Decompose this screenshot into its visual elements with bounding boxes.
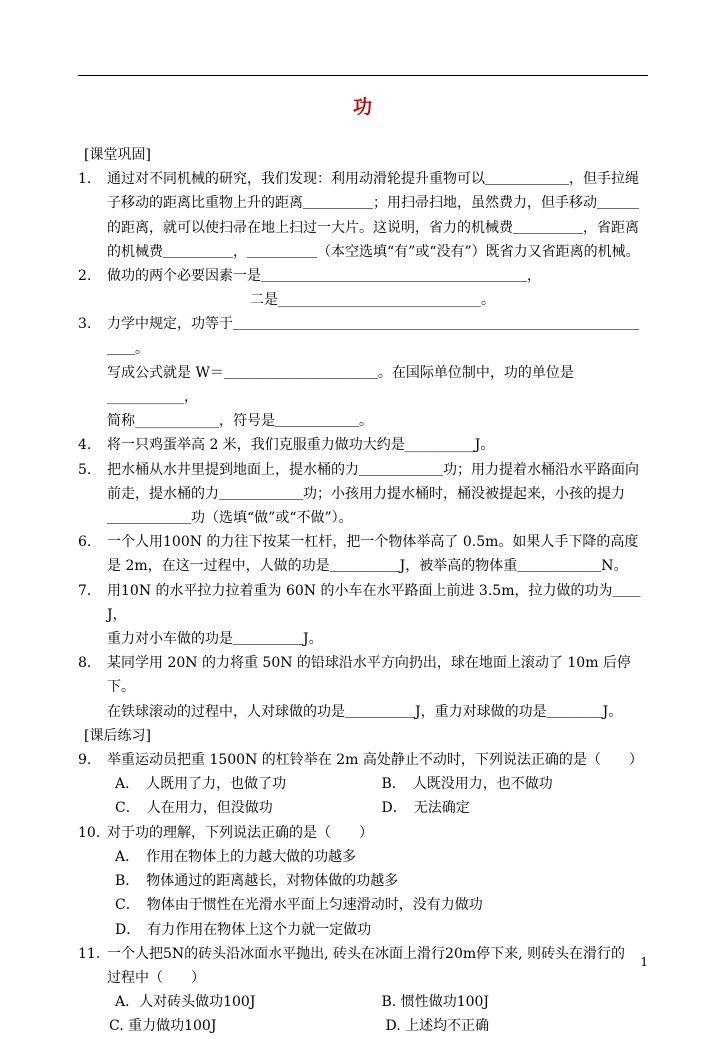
question-text: 写成公式就是 W＝＿＿＿＿＿＿＿＿＿＿＿。在国际单位制中，功的单位是___________， <box>107 364 574 406</box>
question-6 <box>78 530 648 578</box>
options-row <box>107 1014 648 1038</box>
page-number: 1 <box>640 955 648 969</box>
section-heading-homework: [课后练习] <box>84 727 151 744</box>
question-text: 一个人用100N 的力往下按某一杠杆，把一个物体举高了 0.5m。如果人手下降的高度 <box>107 534 639 551</box>
question-text: 一个人把5N的砖头沿冰面水平抛出, 砖头在冰面上滑行20m停下来, 则砖头在滑行的 <box>107 945 626 962</box>
option-b: B． 人既没用力，也不做功 <box>381 776 553 793</box>
question-text: 在铁球滚动的过程中，人对球做的功是＿＿＿＿＿J，重力对球做的功是＿＿＿＿J。 <box>107 703 623 720</box>
question-text: 前走，提水桶的力＿＿＿＿＿＿功；小孩用力提水桶时，桶没被提起来，小孩的提力 <box>107 485 625 502</box>
question-number: 4. <box>78 437 92 454</box>
option-b: B． 物体通过的距离越长，对物体做的功越多 <box>115 873 399 890</box>
question-text: 二是_____________________________。 <box>250 292 495 309</box>
option-a: A．人对砖头做功100J <box>115 994 256 1011</box>
option-b: B. 惯性做功100J <box>381 994 490 1011</box>
option-d: D． 无法确定 <box>381 800 470 817</box>
question-text: 用10N 的水平拉力拉着重为 60N 的小车在水平路面上前进 3.5m，拉力做的功为＿＿J， <box>107 582 641 623</box>
question-text: 的机械费＿＿＿＿＿，＿＿＿＿＿（本空选填“有”或“没有”）既省力又省距离的机械。 <box>107 243 640 260</box>
option-c: C． 物体由于惯性在光滑水平面上匀速滑动时，没有力做功 <box>115 897 483 914</box>
question-10 <box>78 821 648 942</box>
question-number: 8. <box>78 655 92 672</box>
question-text: 简称____________，符号是＿＿＿＿＿＿。 <box>107 413 373 430</box>
question-text: 对于功的理解，下列说法正确的是（ ） <box>107 824 373 841</box>
option-a: A． 人既用了力，也做了功 <box>115 776 287 793</box>
section-heading-classwork: [课堂巩固] <box>84 147 151 163</box>
question-number: 3. <box>78 316 92 333</box>
option-c: C． 人在用力，但没做功 <box>115 800 273 817</box>
question-number: 9. <box>78 752 92 769</box>
question-2 <box>78 264 648 312</box>
question-text: 举重运动员把重 1500N 的杠铃举在 2m 高处静止不动时，下列说法正确的是（ ） <box>107 752 643 769</box>
question-text: 做功的两个必要因素一是＿＿＿＿＿＿＿＿＿＿＿＿＿＿＿＿＿＿＿， <box>107 268 541 285</box>
option-d: D. 上述均不正确 <box>385 1018 490 1035</box>
options-row <box>107 990 648 1014</box>
header-rule <box>78 75 648 76</box>
question-text: 是 2m，在这一过程中，人做的功是＿＿＿＿＿J，被举高的物体重＿＿＿＿＿＿N。 <box>107 558 628 575</box>
question-text: 过程中（ ） <box>107 969 205 986</box>
worksheet-body <box>78 143 648 1039</box>
question-number: 10. <box>78 824 101 841</box>
question-text: 把水桶从水井里提到地面上，提水桶的力＿＿＿＿＿＿功；用力提着水桶沿水平路面向 <box>107 461 639 478</box>
question-text: 通过对不同机械的研究，我们发现：利用动滑轮提升重物可以＿＿＿＿＿＿，但手拉绳 <box>107 171 639 188</box>
options-row <box>107 772 648 796</box>
question-text: 某同学用 20N 的力将重 50N 的铅球沿水平方向扔出，球在地面上滚动了 10m 后停下。 <box>107 655 631 696</box>
question-7 <box>78 579 648 652</box>
option-d: D． 有力作用在物体上这个力就一定做功 <box>115 921 372 938</box>
question-8 <box>78 651 648 724</box>
question-number: 7. <box>78 582 92 599</box>
question-text: 子移动的距离比重物上升的距离＿＿＿＿＿；用扫帚扫地，虽然费力，但手移动＿＿＿ <box>107 195 639 212</box>
question-3 <box>78 312 648 433</box>
question-number: 1. <box>78 171 92 188</box>
question-4 <box>78 433 648 457</box>
option-c: C. 重力做功100J <box>109 1018 217 1035</box>
question-5 <box>78 458 648 531</box>
question-number: 6. <box>78 534 92 551</box>
question-number: 11. <box>78 945 101 962</box>
question-text: 将一只鸡蛋举高 2 米，我们克服重力做功大约是__________J。 <box>107 437 495 454</box>
question-text: 重力对小车做的功是＿＿＿＿＿J。 <box>107 631 323 648</box>
question-text: ＿＿＿＿＿＿功（选填“做”或“不做”）。 <box>107 510 353 527</box>
question-9 <box>78 748 648 821</box>
question-number: 5. <box>78 461 92 478</box>
question-number: 2. <box>78 268 92 285</box>
question-text: 的距离，就可以使扫帚在地上扫过一大片。这说明，省力的机械费＿＿＿＿＿，省距离 <box>107 219 639 236</box>
page-title: 功 <box>352 96 372 118</box>
options-row <box>107 796 648 820</box>
question-text: 力学中规定，功等于＿＿＿＿＿＿＿＿＿＿＿＿＿＿＿＿＿＿＿＿＿＿＿＿＿＿＿＿＿＿＿。 <box>107 316 639 357</box>
option-a: A． 作用在物体上的力越大做的功越多 <box>115 848 357 865</box>
question-1 <box>78 167 648 264</box>
